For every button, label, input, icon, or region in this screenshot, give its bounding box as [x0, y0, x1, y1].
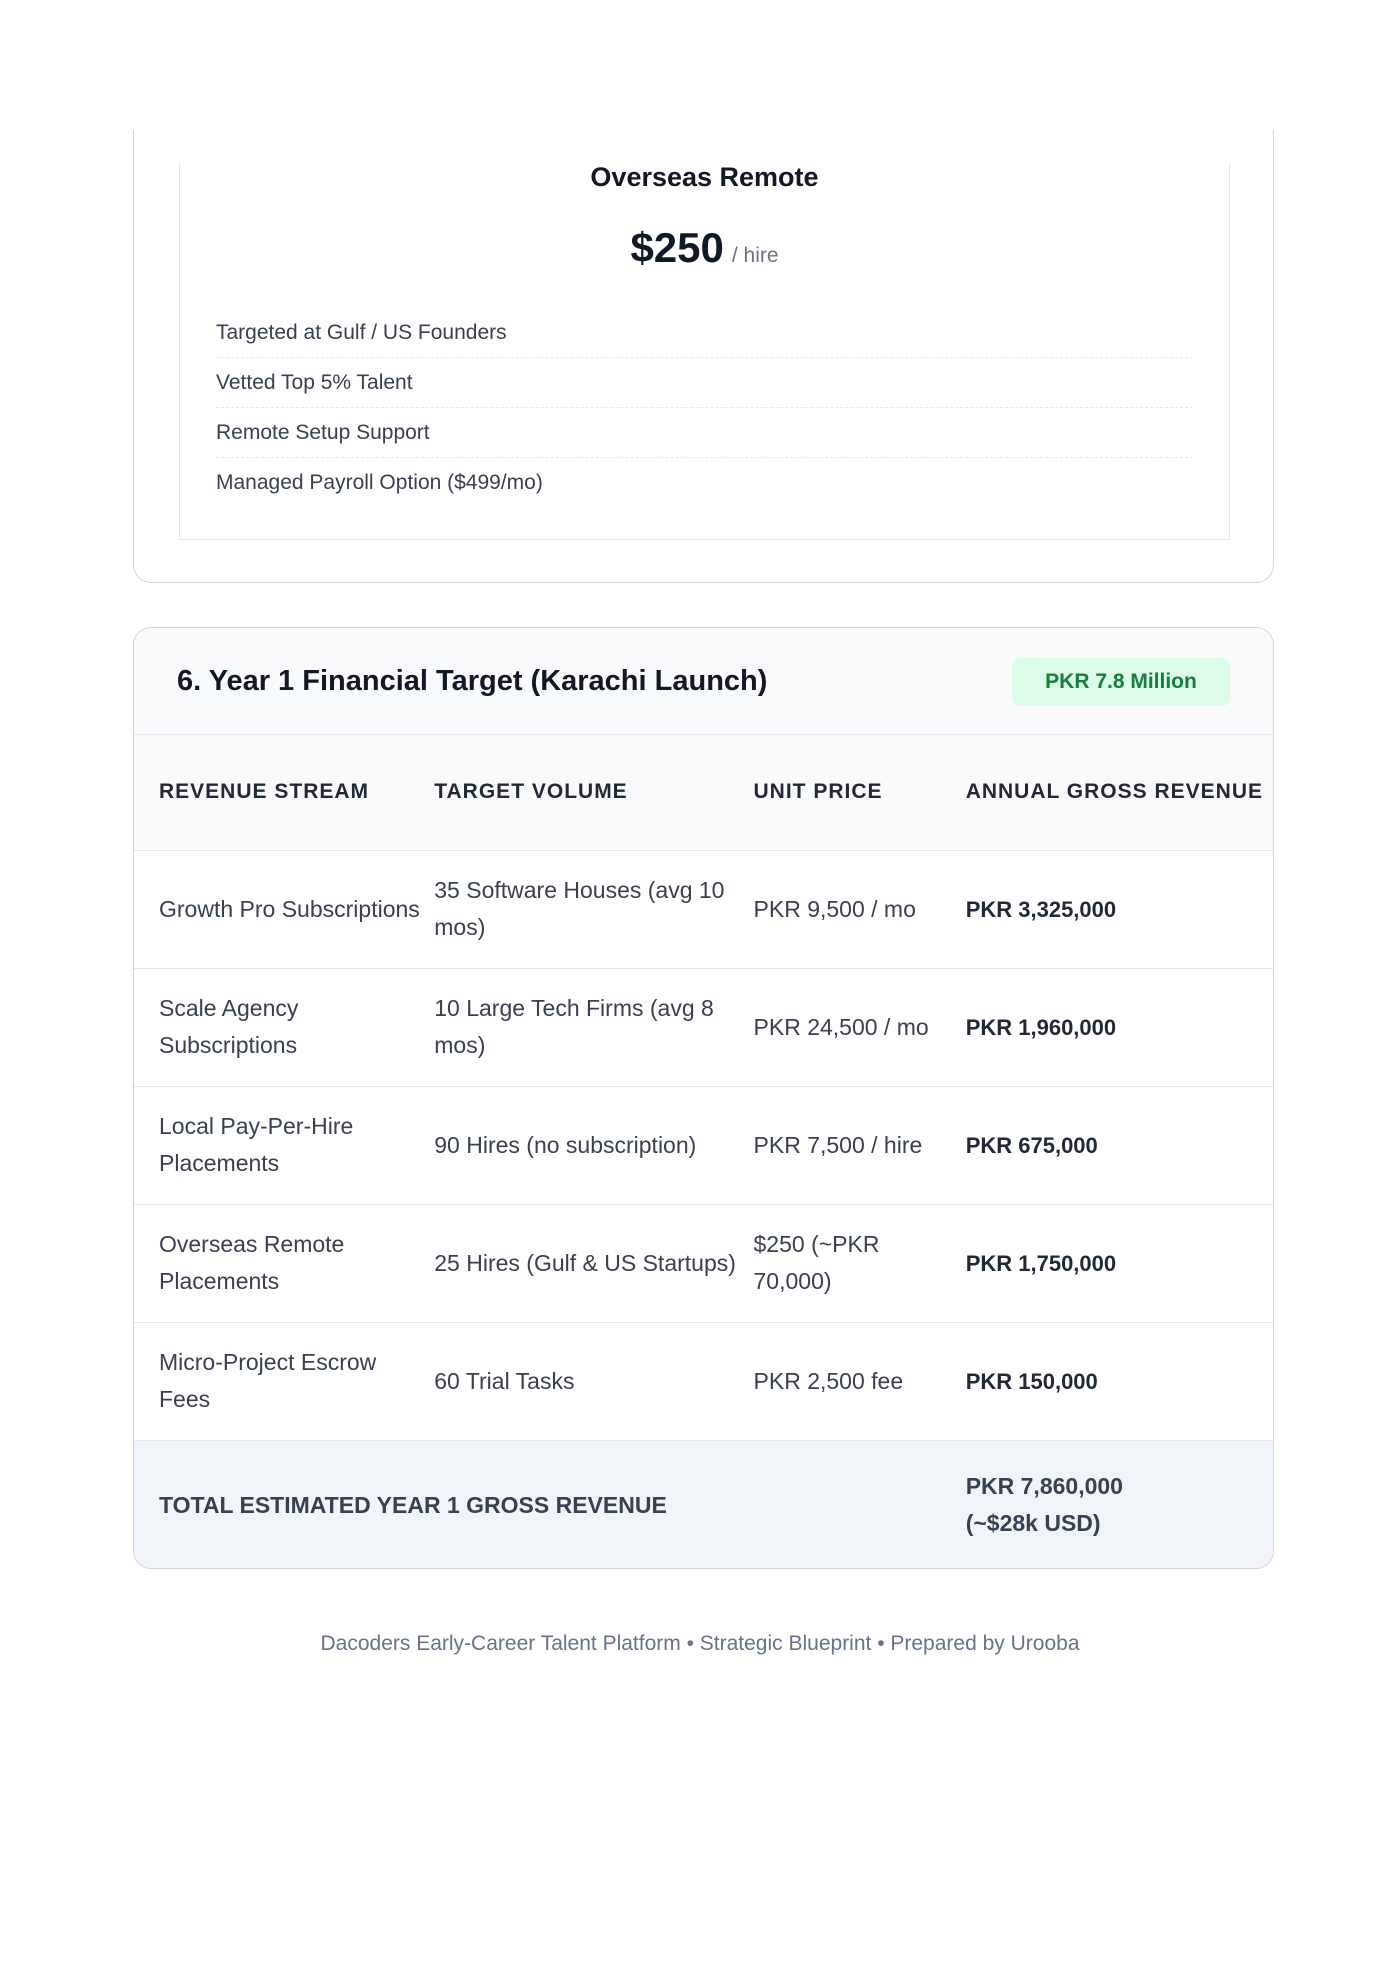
column-header-revenue-stream: REVENUE STREAM	[159, 780, 370, 804]
table-row	[134, 1204, 1273, 1322]
total-row	[134, 1440, 1273, 1569]
revenue-stream-cell: Scale Agency Subscriptions	[159, 995, 299, 1058]
revenue-stream-cell: Micro-Project Escrow Fees	[159, 1349, 377, 1412]
target-volume-cell: 90 Hires (no subscription)	[434, 1131, 697, 1158]
revenue-stream-cell: Overseas Remote Placements	[159, 1231, 345, 1294]
annual-revenue-cell: PKR 1,960,000	[965, 1014, 1117, 1040]
unit-price-cell: PKR 7,500 / hire	[753, 1131, 923, 1158]
table-row	[134, 1086, 1273, 1204]
total-label: TOTAL ESTIMATED YEAR 1 GROSS REVENUE	[159, 1491, 667, 1518]
target-volume-cell: 35 Software Houses (avg 10 mos)	[434, 877, 725, 940]
pricing-card-overseas-remote	[179, 162, 1230, 540]
table-row	[134, 850, 1273, 968]
revenue-stream-cell: Local Pay-Per-Hire Placements	[159, 1113, 354, 1176]
annual-revenue-cell: PKR 3,325,000	[965, 896, 1117, 922]
annual-revenue-cell: PKR 675,000	[965, 1132, 1098, 1158]
total-value-pkr: PKR 7,860,000	[965, 1473, 1123, 1500]
target-badge: PKR 7.8 Million	[1012, 658, 1230, 706]
target-volume-cell: 10 Large Tech Firms (avg 8 mos)	[434, 995, 714, 1058]
feature-item: Managed Payroll Option ($499/mo)	[216, 471, 543, 494]
section-title: 6. Year 1 Financial Target (Karachi Launch)	[177, 665, 768, 697]
pricing-card-unit: / hire	[731, 244, 779, 267]
feature-item: Targeted at Gulf / US Founders	[216, 308, 1193, 358]
financial-target-section	[133, 627, 1274, 1569]
column-header-target-volume: TARGET VOLUME	[434, 780, 628, 804]
unit-price-cell: $250 (~PKR 70,000)	[753, 1231, 880, 1294]
unit-price-cell: PKR 24,500 / mo	[753, 1013, 929, 1040]
total-value	[966, 1440, 1273, 1569]
unit-price-cell: PKR 9,500 / mo	[753, 895, 916, 922]
unit-price-cell: PKR 2,500 fee	[753, 1367, 904, 1394]
total-value-usd: (~$28k USD)	[965, 1510, 1101, 1537]
feature-list	[216, 308, 1193, 508]
table-row	[134, 1322, 1273, 1440]
pricing-section	[133, 130, 1274, 583]
annual-revenue-cell: PKR 150,000	[965, 1368, 1098, 1394]
revenue-table	[134, 735, 1273, 1569]
column-header-unit-price: UNIT PRICE	[753, 780, 883, 804]
revenue-stream-cell: Growth Pro Subscriptions	[159, 895, 420, 922]
table-header-row	[134, 735, 1273, 850]
pricing-card-price: $250	[630, 224, 724, 271]
pricing-card-title: Overseas Remote	[590, 162, 819, 192]
pricing-card-price-row	[180, 224, 1229, 272]
target-volume-cell: 25 Hires (Gulf & US Startups)	[434, 1249, 736, 1276]
target-volume-cell: 60 Trial Tasks	[434, 1367, 575, 1394]
page-footer: Dacoders Early-Career Talent Platform • Strategic Blueprint • Prepared by Urooba	[320, 1632, 1080, 1655]
table-row	[134, 968, 1273, 1086]
annual-revenue-cell: PKR 1,750,000	[965, 1250, 1117, 1276]
feature-item: Remote Setup Support	[216, 408, 1193, 458]
feature-item: Vetted Top 5% Talent	[216, 358, 1193, 408]
column-header-annual-gross-revenue: ANNUAL GROSS REVENUE	[965, 780, 1264, 804]
financial-target-header	[134, 628, 1273, 735]
